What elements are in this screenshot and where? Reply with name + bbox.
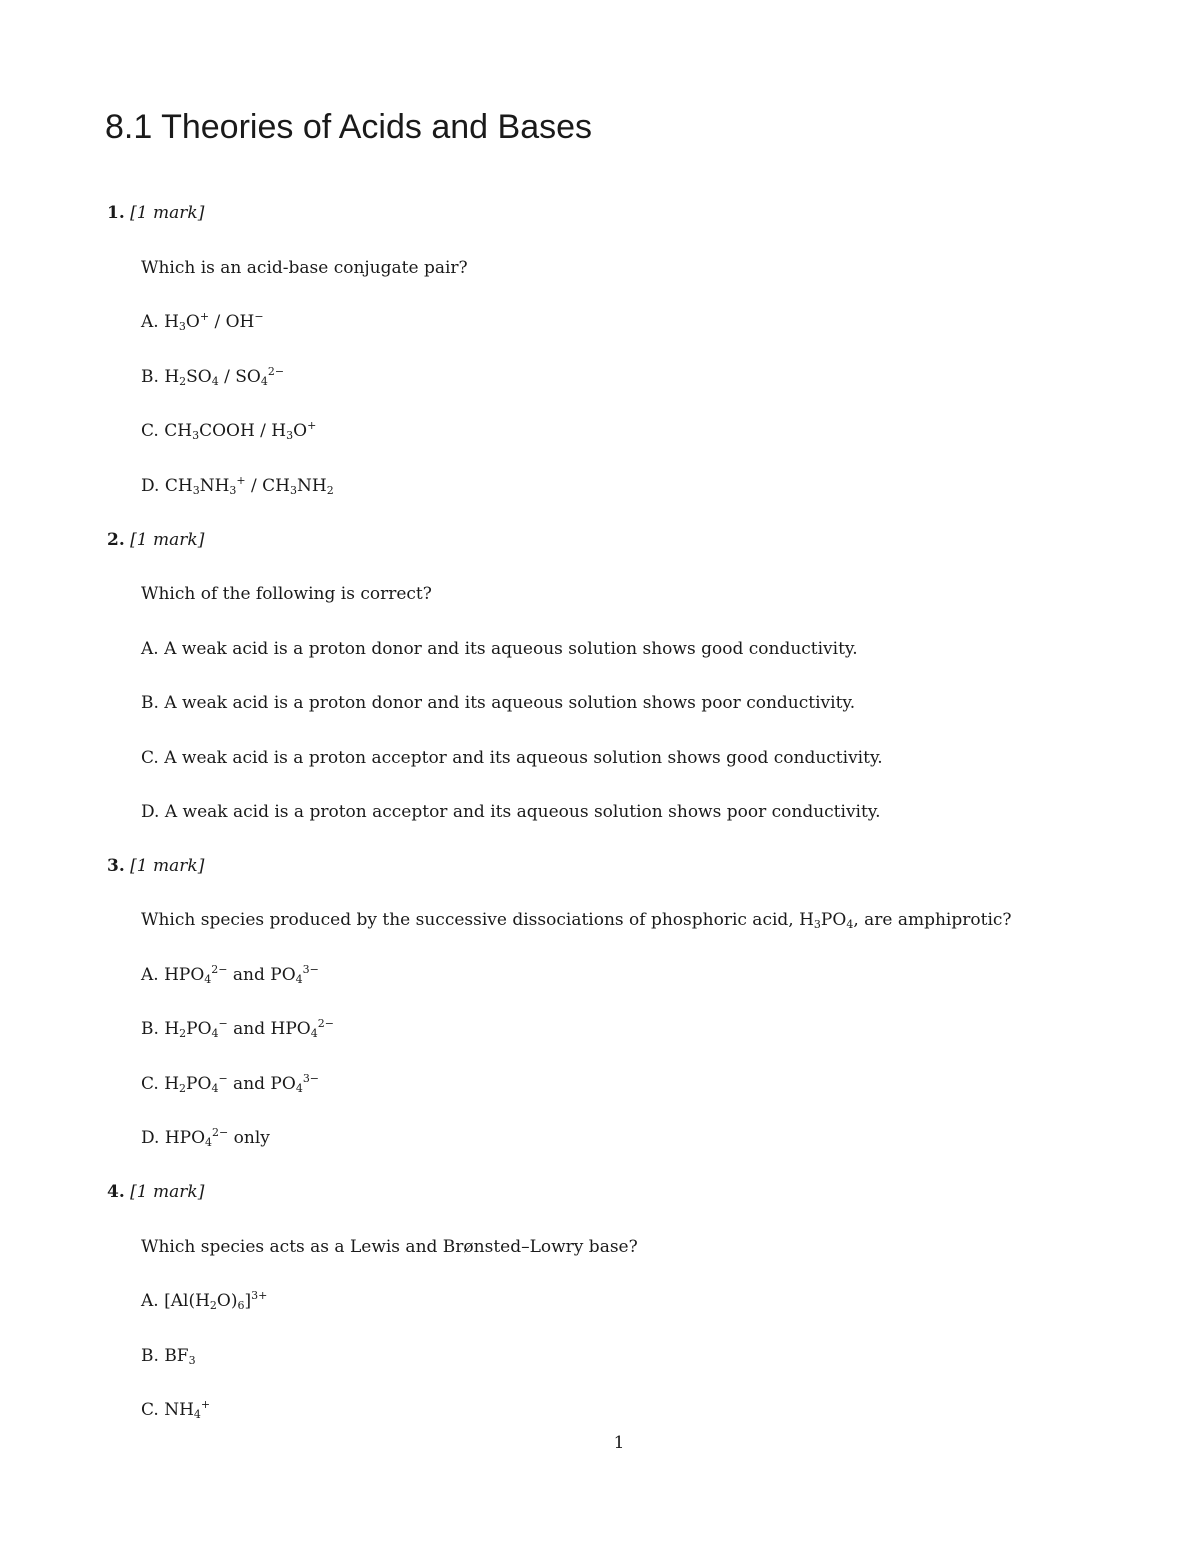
question-marks: [1 mark] xyxy=(130,530,205,550)
question-3-option-d: D. $HPO_4^{2-}$ only xyxy=(141,1126,270,1149)
question-1-header xyxy=(107,200,204,226)
question-number: 4. xyxy=(107,1182,125,1202)
page-title: 8.1 Theories of Acids and Bases xyxy=(105,108,593,146)
question-number: 1. xyxy=(107,203,125,223)
question-1-stem: Which is an acid-base conjugate pair? xyxy=(141,258,468,278)
question-marks: [1 mark] xyxy=(130,203,205,223)
question-4-option-b: B. $BF_3$ xyxy=(141,1346,196,1367)
page-number: 1 xyxy=(613,1433,625,1453)
question-4-option-a: A. $[Al(H_2O)_6]^{3+}$ xyxy=(141,1289,268,1312)
question-marks: [1 mark] xyxy=(130,1182,205,1202)
question-2-option-a: A. A weak acid is a proton donor and its aqueous solution shows good conductivity. xyxy=(141,639,858,659)
question-1-option-b: B. $H_2SO_4 / SO_4^{2-}$ xyxy=(141,365,285,388)
question-2-option-d: D. A weak acid is a proton acceptor and its aqueous solution shows poor conductivity. xyxy=(141,802,881,822)
question-4-stem: Which species acts as a Lewis and Brønsted–Lowry base? xyxy=(141,1237,638,1257)
question-4-option-c: C. $NH_4^+$ xyxy=(141,1398,211,1421)
question-3-option-c: C. $H_2PO_4^-$ and $PO_4^{3-}$ xyxy=(141,1072,320,1095)
question-3-option-a: A. $HPO_4^{2-}$ and $PO_4^{3-}$ xyxy=(141,963,319,986)
question-4-header xyxy=(107,1179,204,1205)
question-2-option-b: B. A weak acid is a proton donor and its aqueous solution shows poor conductivity. xyxy=(141,693,856,713)
question-3-option-b: B. $H_2PO_4^-$ and $HPO_4^{2-}$ xyxy=(141,1017,334,1040)
question-2-option-c: C. A weak acid is a proton acceptor and its aqueous solution shows good conductivity. xyxy=(141,748,883,768)
question-marks: [1 mark] xyxy=(130,856,205,876)
question-1-option-d: D. $CH_3NH_3^+ / CH_3NH_2$ xyxy=(141,474,334,497)
question-number: 2. xyxy=(107,530,125,550)
question-2-header xyxy=(107,527,204,553)
question-1-option-a: A. $H_3O^+ / OH^-$ xyxy=(141,310,264,333)
question-1-option-c: C. $CH_3COOH / H_3O^+$ xyxy=(141,419,317,442)
question-3-stem: Which species produced by the successive dissociations of phosphoric acid, $H_3PO_4$, are amphiprotic? xyxy=(141,910,1012,931)
question-number: 3. xyxy=(107,856,125,876)
question-3-header xyxy=(107,853,204,879)
question-2-stem: Which of the following is correct? xyxy=(141,584,432,604)
